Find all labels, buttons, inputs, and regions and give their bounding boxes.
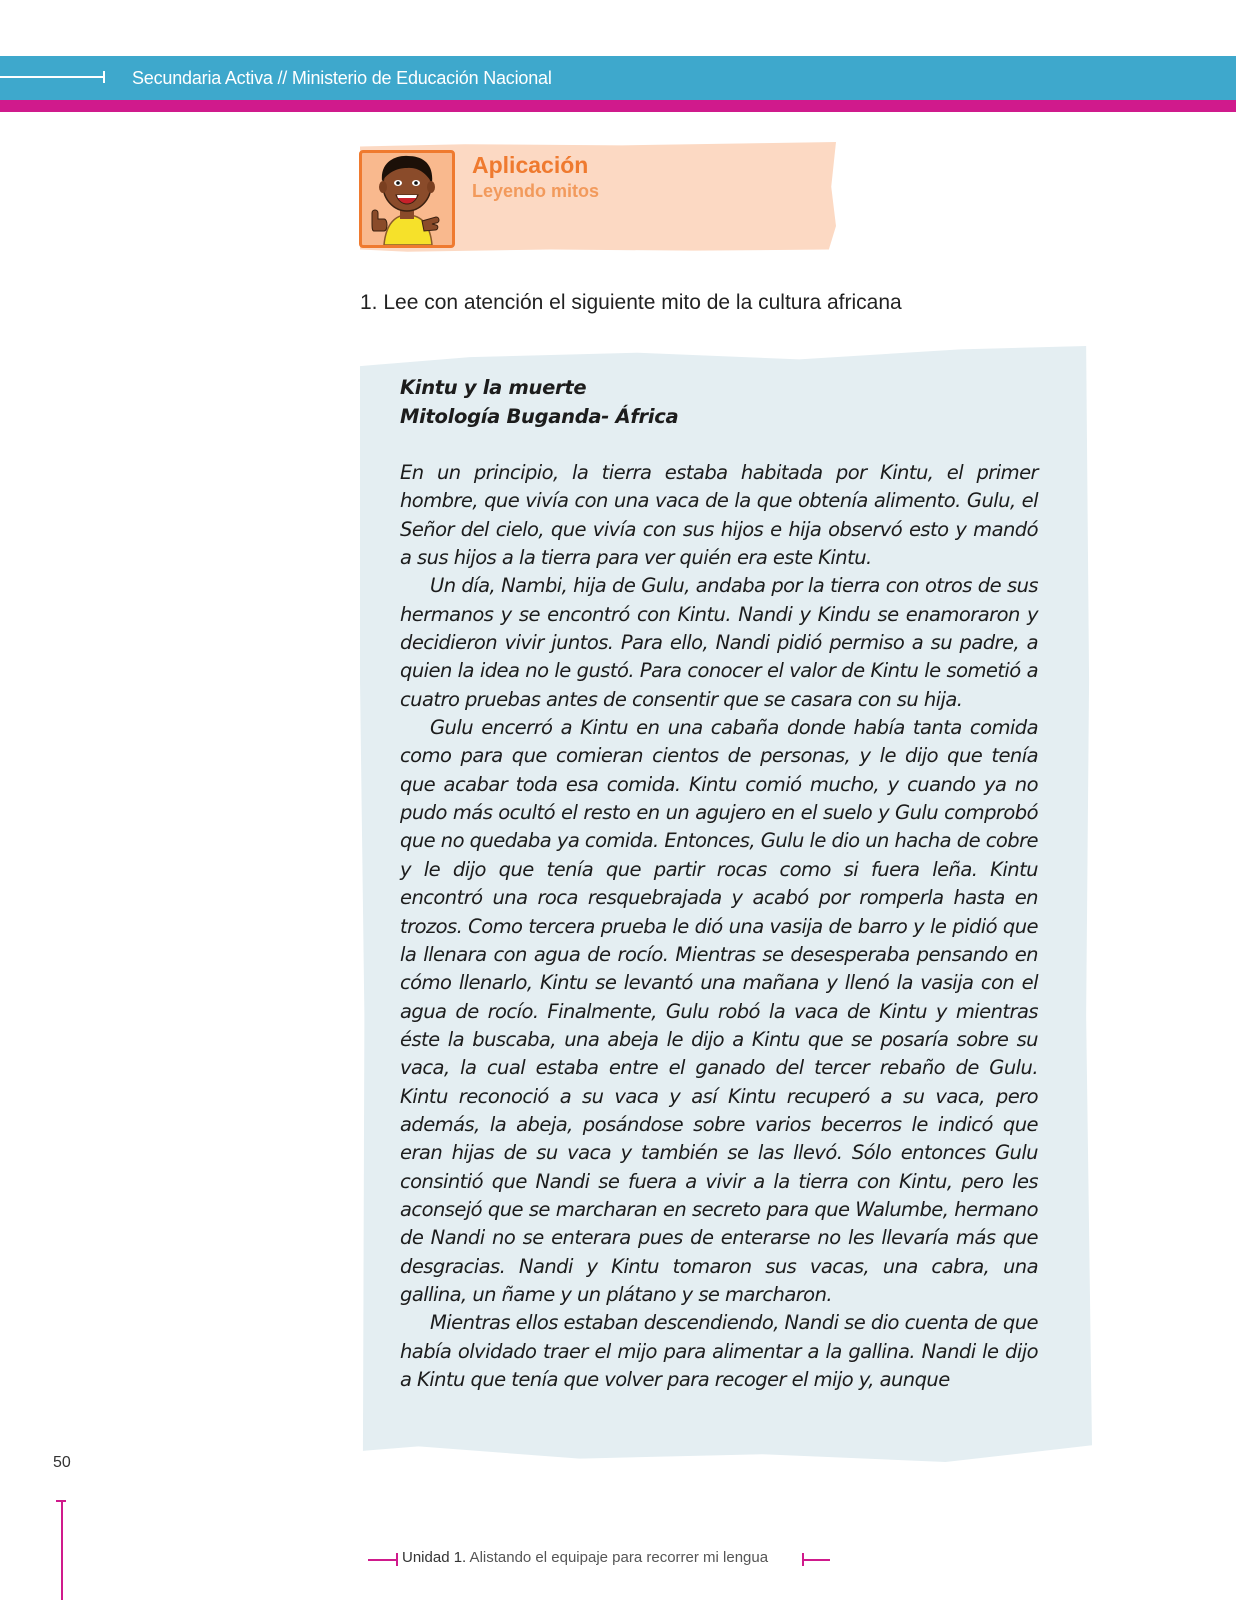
footer-unit-title: Alistando el equipaje para recorrer mi lengua	[466, 1549, 769, 1566]
header-title: Secundaria Activa // Ministerio de Educación Nacional	[132, 68, 552, 88]
footer-rule-left-tick	[396, 1553, 398, 1566]
story-paragraph: En un principio, la tierra estaba habitada por Kintu, el primer hombre, que vivía con una vaca de la que obtenía alimento. Gulu, el Señor del cielo, que vivía con sus hijos e hija observó esto y mandó a sus hijos a la tierra para ver quién era este Kintu.	[400, 461, 1038, 570]
story-body	[400, 459, 1038, 1394]
footer-unit-label: Unidad 1.	[402, 1549, 467, 1566]
banner-subtitle: Leyendo mitos	[472, 181, 600, 201]
footer-unit	[402, 1549, 768, 1566]
header-stripe	[0, 100, 1236, 112]
instruction-text: 1. Lee con atención el siguiente mito de la cultura africana	[360, 291, 902, 314]
page-number: 50	[53, 1454, 71, 1471]
story-title: Kintu y la muerte	[400, 376, 587, 399]
header-rule-tick	[103, 71, 105, 83]
story-content	[400, 374, 1038, 1394]
footer-rule-left	[368, 1559, 398, 1561]
footer-rule-right	[802, 1559, 830, 1561]
story-subtitle: Mitología Buganda- África	[400, 404, 679, 428]
story-paragraph: Gulu encerró a Kintu en una cabaña donde había tanta comida como para que comieran cientos de personas, y le dijo que tenía que acabar toda esa comida. Kintu comió mucho, y cuando ya no pudo más ocultó el resto en un agujero en el suelo y Gulu comprobó que no quedaba ya comida. Entonces, Gulu le dio un hacha de cobre y le dijo que tenía que partir rocas como si fuera leña. Kintu encontró una roca resquebrajada y acabó por romperla hasta en trozos. Como tercera prueba le dió una vasija de barro y le pidió que la llenara con agua de rocío. Mientras se desesperaba pensando en cómo llenarlo, Kintu se levantó una mañana y llenó la vasija con el agua de rocío. Finalmente, Gulu robó la vaca de Kintu y mientras éste la buscaba, una abeja le dijo a Kintu que se posaría sobre su vaca, la cual estaba entre el ganado del tercer rebaño de Gulu. Kintu reconoció a su vaca y así Kintu recuperó a su vaca, pero además, la abeja, posándose sobre varios becerros le indicó que eran hijas de su vaca y también se las llevó. Sólo entonces Gulu consintió que Nandi se fuera a vivir a la tierra con Kintu, pero les aconsejó que se marcharan en secreto para que Walumbe, hermano de Nandi no se enterara pues de enterarse no les llevaría más que desgracias. Nandi y Kintu tomaron sus vacas, una cabra, una gallina, un ñame y un plátano y se marcharon.	[400, 716, 1038, 1306]
story-paragraph: Mientras ellos estaban descendiendo, Nandi se dio cuenta de que había olvidado traer el mijo para alimentar a la gallina. Nandi le dijo a Kintu que tenía que volver para recoger el mijo y, aunque	[400, 1311, 1038, 1391]
child-thumbs-up-icon	[359, 150, 455, 248]
banner-title: Aplicación	[472, 152, 589, 178]
header-rule	[0, 76, 104, 78]
story-paragraph: Un día, Nambi, hija de Gulu, andaba por la tierra con otros de sus hermanos y se encontró con Kintu. Nandi y Kindu se enamoraron y decidieron vivir juntos. Para ello, Nandi pidió permiso a su padre, a quien la idea no le gustó. Para conocer el valor de Kintu le sometió a cuatro pruebas antes de consentir que se casara con su hija.	[400, 574, 1038, 711]
page-rule	[61, 1500, 63, 1600]
